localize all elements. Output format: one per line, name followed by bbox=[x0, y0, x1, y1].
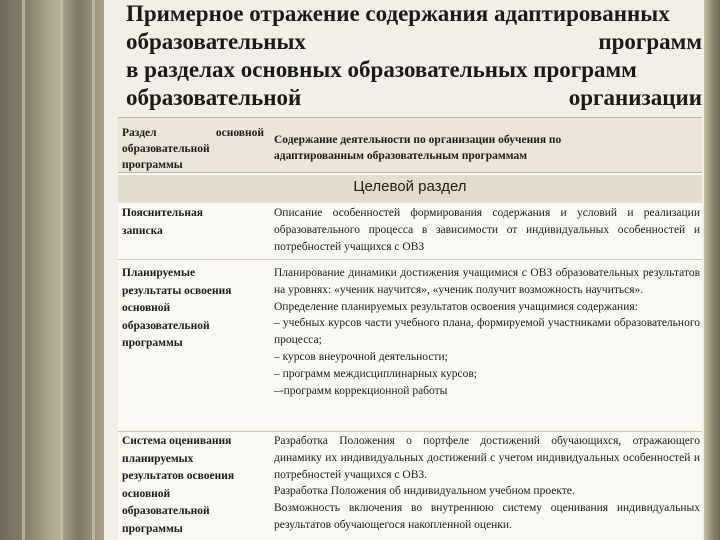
row-1-section bbox=[122, 205, 264, 240]
frame-stripe bbox=[22, 0, 25, 540]
row-3-paragraph: Разработка Положения об индивидуальном учебном проекте. bbox=[274, 485, 575, 498]
row-2-paragraph: – курсов внеурочной деятельности; bbox=[274, 350, 448, 363]
section-row bbox=[118, 175, 702, 203]
row-3-section-line: основной bbox=[122, 487, 171, 500]
slide-title bbox=[126, 0, 702, 112]
header-content-column bbox=[274, 132, 700, 164]
title-line-2-right: программ bbox=[598, 29, 702, 54]
row-3-paragraph: Возможность включения во внутреннюю систему оценивания индивидуальных результатов обучающегося накопленной оценки. bbox=[274, 502, 700, 531]
row-2-section-line: программы bbox=[122, 337, 183, 349]
header-left-line-3: программы bbox=[122, 159, 183, 171]
table-header-row bbox=[118, 117, 702, 173]
row-1-content bbox=[274, 205, 700, 255]
header-left-line-1 bbox=[122, 125, 264, 141]
content-table bbox=[118, 117, 702, 540]
title-line-4 bbox=[126, 84, 702, 112]
row-3-section-line: Система оценивания bbox=[122, 435, 232, 447]
frame-stripe bbox=[92, 0, 95, 540]
title-line-2-left: образовательных bbox=[126, 29, 306, 54]
row-1-section-line: Пояснительная bbox=[122, 207, 203, 219]
slide-content bbox=[118, 0, 702, 540]
header-left-word-2: основной bbox=[215, 127, 264, 139]
row-2-section-line: основной bbox=[122, 302, 171, 314]
title-line-4-right: организации bbox=[568, 85, 702, 110]
row-divider bbox=[118, 431, 702, 432]
row-2-section-line: результаты освоения bbox=[122, 284, 232, 297]
header-section-column bbox=[122, 125, 264, 173]
row-3-section-line: результатов освоения bbox=[122, 470, 235, 482]
decorative-frame-left bbox=[0, 0, 104, 540]
title-line-2 bbox=[126, 28, 702, 56]
header-right-line-1: Содержание деятельности по организации обучения по bbox=[274, 134, 562, 146]
row-3-section bbox=[122, 433, 264, 538]
header-left-word-1: Раздел bbox=[122, 127, 157, 139]
row-2-paragraph: Определение планируемых результатов освоения учащимися содержания: bbox=[274, 300, 638, 313]
row-2-section bbox=[122, 265, 264, 353]
header-right-line-2: адаптированным образовательным программам bbox=[274, 150, 528, 162]
frame-stripe bbox=[60, 0, 63, 540]
title-line-3: в разделах основных образовательных программ bbox=[126, 57, 637, 82]
decorative-frame-right bbox=[704, 0, 720, 540]
row-2-section-line: Планируемые bbox=[122, 267, 196, 279]
row-1-section-line: записка bbox=[122, 224, 163, 237]
row-3-section-line: образовательной bbox=[122, 505, 210, 517]
row-2-paragraph: – учебных курсов части учебного плана, формируемой участниками образовательного процесса; bbox=[274, 317, 700, 347]
row-2-paragraph: –-программ коррекционной работы bbox=[274, 384, 448, 397]
row-3-content bbox=[274, 433, 700, 534]
header-left-line-2: образовательной bbox=[122, 143, 210, 155]
row-1-paragraph: Описание особенностей формирования содержания и условий и реализации образовательного процесса в зависимости от индивидуальных особенностей и потребностей учащихся с ОВЗ bbox=[274, 207, 700, 253]
row-3-section-line: программы bbox=[122, 522, 183, 535]
row-2-section-line: образовательной bbox=[122, 319, 210, 332]
title-line-1: Примерное отражение содержания адаптированных bbox=[126, 1, 670, 26]
row-2-paragraph: – программ междисциплинарных курсов; bbox=[274, 367, 477, 380]
title-line-4-left: образовательной bbox=[126, 85, 302, 110]
row-2-content bbox=[274, 265, 700, 399]
row-2-paragraph: Планирование динамики достижения учащимися с ОВЗ образовательных результатов на уровнях: «ученик научится», «ученик получит возможность научиться». bbox=[274, 267, 700, 296]
section-title: Целевой раздел bbox=[353, 178, 467, 195]
row-3-paragraph: Разработка Положения о портфеле достижений обучающихся, отражающего динамику их индивидуальных достижений с учетом индивидуальных особенностей и потребностей учащихся с ОВЗ. bbox=[274, 435, 700, 481]
row-divider bbox=[118, 259, 702, 260]
row-3-section-line: планируемых bbox=[122, 452, 194, 465]
